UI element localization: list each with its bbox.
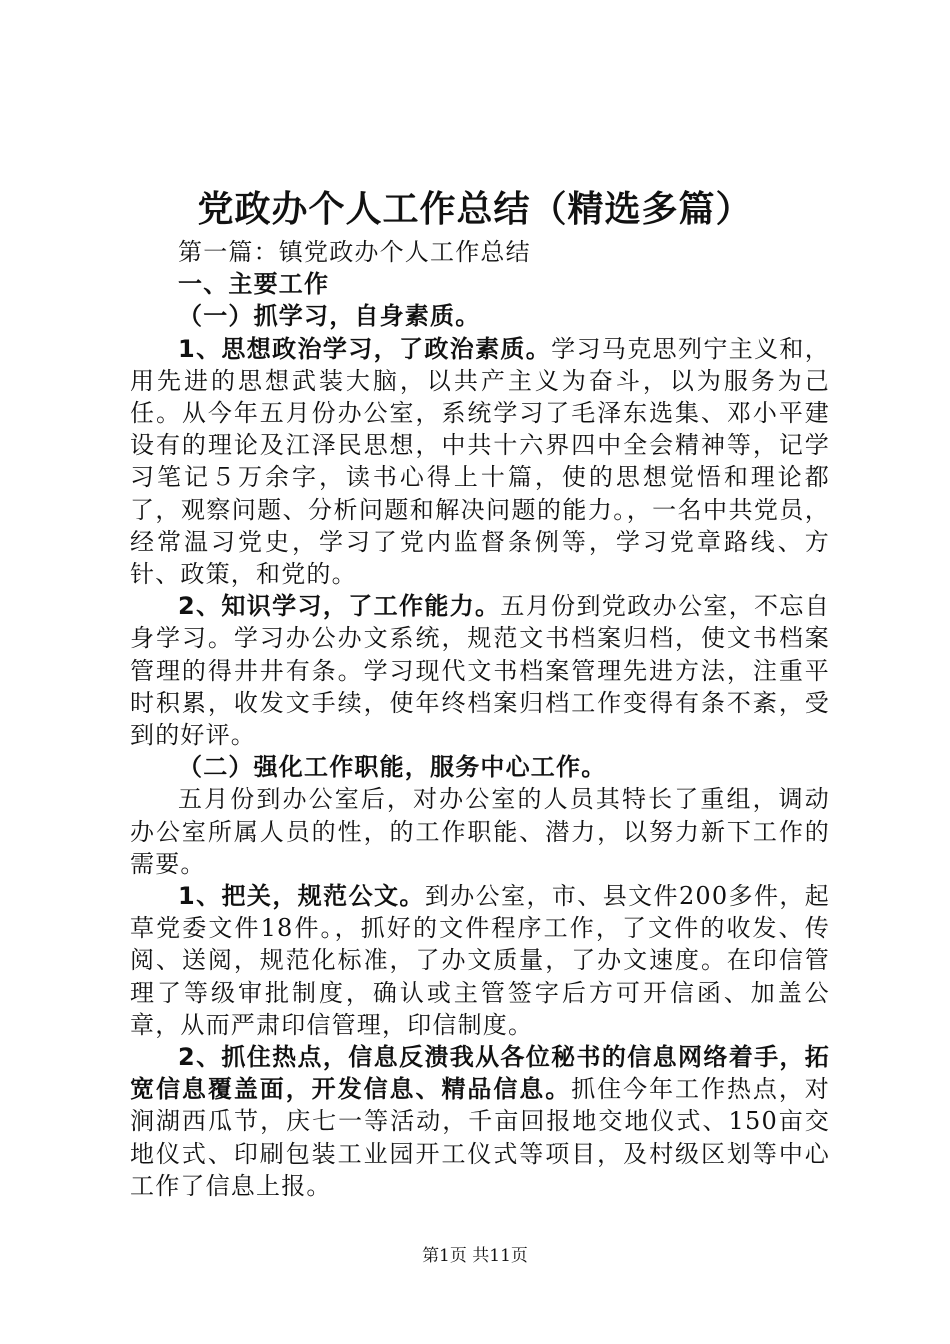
- paragraph-documents: [130, 880, 830, 1041]
- paragraph-text: 到办公室，市、县文件200多件，起草党委文件18件。，抓好的文件程序工作，了文件的收发、传阅、送阅，规范化标准，了办文质量，了办文速度。在印信管理了等级审批制度，确认或主管签字后方可开信函、加盖公章，从而严肃印信管理，印信制度。: [130, 882, 830, 1039]
- heading-study: （一）抓学习，自身素质。: [178, 302, 481, 331]
- paragraph-knowledge-study: [130, 590, 830, 751]
- section-subtitle: 第一篇：镇党政办个人工作总结: [178, 238, 531, 266]
- document-body: [130, 236, 830, 1202]
- paragraph-text: 学习马克思列宁主义和，用先进的思想武装大脑，以共产主义为奋斗，以为服务为己任。从今年五月份办公室，系统学习了毛泽东选集、邓小平建设有的理论及江泽民思想，中共十六界四中全会精神等，记学习笔记５万余字，读书心得上十篇，使的思想觉悟和理论都了，观察问题、分析问题和解决问题的能力。，一名中共党员，经常温习党史，学习了党内监督条例等，学习党章路线、方针、政策，和党的。: [130, 334, 830, 589]
- heading-main-work: 一、主要工作: [178, 270, 330, 299]
- paragraph-reorganization: 五月份到办公室后，对办公室的人员其特长了重组，调动办公室所属人员的性，的工作职能、潜力，以努力新下工作的需要。: [130, 785, 830, 878]
- paragraph-political-study: [130, 333, 830, 591]
- paragraph-lead: 1、把关，规范公文。: [178, 882, 425, 911]
- document-title: 党政办个人工作总结（精选多篇）: [197, 189, 753, 230]
- heading-work-function: （二）强化工作职能，服务中心工作。: [178, 753, 607, 782]
- page-footer: 第1页 共11页: [422, 1246, 528, 1266]
- paragraph-text: 五月份到党政办公室，不忘自身学习。学习办公办文系统，规范文书档案归档，使文书档案管理的得井井有条。学习现代文书档案管理先进方法，注重平时积累，收发文手续，使年终档案归档工作变得有条不紊，受到的好评。: [130, 592, 830, 750]
- paragraph-lead: 1、思想政治学习，了政治素质。: [178, 334, 552, 363]
- paragraph-text: 抓住今年工作热点，对涧湖西瓜节，庆七一等活动，千亩回报地交地仪式、150亩交地仪式、印刷包装工业园开工仪式等项目，及村级区划等中心工作了信息上报。: [130, 1075, 831, 1200]
- paragraph-lead: 2、抓住热点，信息反溃我从各位秘书的信息网络着手，拓宽信息覆盖面，开发信息、精品信息。: [130, 1043, 830, 1104]
- paragraph-lead: 2、知识学习，了工作能力。: [178, 592, 501, 621]
- paragraph-information: [130, 1041, 830, 1202]
